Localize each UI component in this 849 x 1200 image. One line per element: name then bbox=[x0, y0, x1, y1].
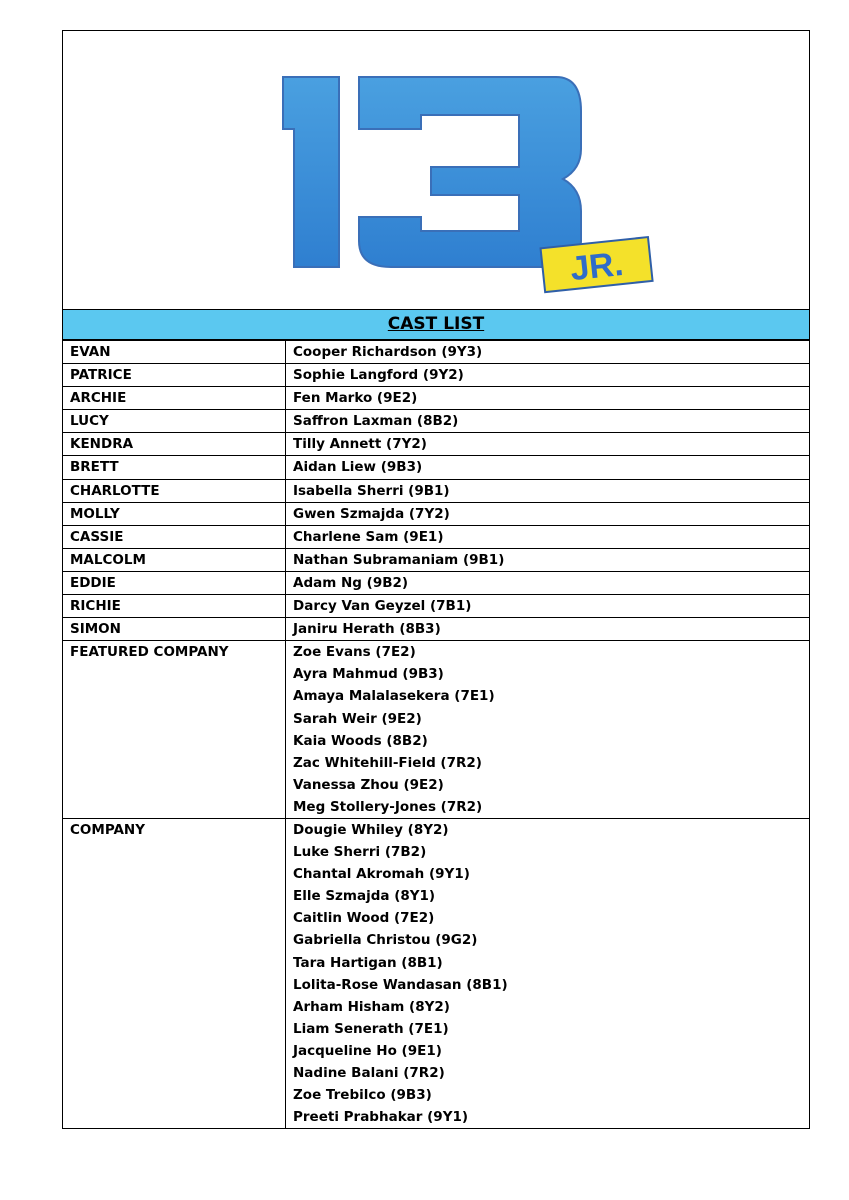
cast-row bbox=[63, 341, 810, 364]
actor-name: Meg Stollery-Jones (7R2) bbox=[293, 798, 483, 815]
actor-cell bbox=[286, 641, 810, 819]
actor-name: Gwen Szmajda (7Y2) bbox=[293, 505, 450, 522]
actor-cell bbox=[286, 525, 810, 548]
actor-cell bbox=[286, 387, 810, 410]
cast-row bbox=[63, 641, 810, 819]
actor-name: Adam Ng (9B2) bbox=[293, 574, 409, 591]
role-cell: EDDIE bbox=[63, 571, 286, 594]
cast-list-header: CAST LIST bbox=[62, 309, 810, 340]
role-cell: LUCY bbox=[63, 410, 286, 433]
actor-name: Nathan Subramaniam (9B1) bbox=[293, 551, 505, 568]
actor-name: Jacqueline Ho (9E1) bbox=[293, 1042, 442, 1059]
actor-name: Zac Whitehill-Field (7R2) bbox=[293, 754, 482, 771]
actor-cell bbox=[286, 595, 810, 618]
actor-name: Chantal Akromah (9Y1) bbox=[293, 866, 470, 883]
cast-row bbox=[63, 525, 810, 548]
role-cell: COMPANY bbox=[63, 818, 286, 1128]
role-cell: SIMON bbox=[63, 618, 286, 641]
actor-name: Amaya Malalasekera (7E1) bbox=[293, 688, 495, 705]
role-cell: ARCHIE bbox=[63, 387, 286, 410]
actor-name: Caitlin Wood (7E2) bbox=[293, 910, 435, 927]
cast-row bbox=[63, 364, 810, 387]
cast-row bbox=[63, 548, 810, 571]
actor-name: Darcy Van Geyzel (7B1) bbox=[293, 598, 472, 615]
actor-cell bbox=[286, 548, 810, 571]
role-cell: BRETT bbox=[63, 456, 286, 479]
actor-name: Luke Sherri (7B2) bbox=[293, 844, 427, 861]
actor-name: Dougie Whiley (8Y2) bbox=[293, 821, 449, 838]
cast-row bbox=[63, 502, 810, 525]
actor-cell bbox=[286, 818, 810, 1128]
actor-name: Zoe Evans (7E2) bbox=[293, 644, 416, 661]
actor-cell bbox=[286, 618, 810, 641]
logo-badge-text: JR. bbox=[568, 244, 626, 289]
actor-cell bbox=[286, 502, 810, 525]
actor-name: Isabella Sherri (9B1) bbox=[293, 482, 450, 499]
logo-panel bbox=[62, 30, 810, 309]
role-cell: MALCOLM bbox=[63, 548, 286, 571]
cast-row bbox=[63, 387, 810, 410]
role-cell: EVAN bbox=[63, 341, 286, 364]
role-cell: FEATURED COMPANY bbox=[63, 641, 286, 819]
actor-cell bbox=[286, 341, 810, 364]
actor-name: Kaia Woods (8B2) bbox=[293, 732, 428, 749]
actor-name: Aidan Liew (9B3) bbox=[293, 459, 423, 476]
role-cell: PATRICE bbox=[63, 364, 286, 387]
actor-name: Gabriella Christou (9G2) bbox=[293, 932, 478, 949]
actor-cell bbox=[286, 410, 810, 433]
role-cell: MOLLY bbox=[63, 502, 286, 525]
cast-row bbox=[63, 433, 810, 456]
actor-name: Sarah Weir (9E2) bbox=[293, 710, 422, 727]
cast-row bbox=[63, 571, 810, 594]
show-logo bbox=[281, 71, 661, 296]
cast-row bbox=[63, 456, 810, 479]
actor-cell bbox=[286, 364, 810, 387]
actor-name: Cooper Richardson (9Y3) bbox=[293, 344, 483, 360]
actor-name: Ayra Mahmud (9B3) bbox=[293, 666, 444, 683]
actor-name: Zoe Trebilco (9B3) bbox=[293, 1087, 432, 1104]
cast-row bbox=[63, 479, 810, 502]
actor-name: Lolita-Rose Wandasan (8B1) bbox=[293, 976, 508, 993]
cast-list-sheet bbox=[62, 30, 810, 1129]
actor-cell bbox=[286, 433, 810, 456]
role-cell: RICHIE bbox=[63, 595, 286, 618]
cast-table bbox=[62, 340, 810, 1129]
actor-name: Saffron Laxman (8B2) bbox=[293, 413, 459, 430]
role-cell: CASSIE bbox=[63, 525, 286, 548]
role-cell: CHARLOTTE bbox=[63, 479, 286, 502]
actor-name: Sophie Langford (9Y2) bbox=[293, 367, 464, 384]
cast-row bbox=[63, 410, 810, 433]
actor-name: Charlene Sam (9E1) bbox=[293, 528, 444, 545]
actor-name: Tara Hartigan (8B1) bbox=[293, 954, 443, 971]
actor-name: Arham Hisham (8Y2) bbox=[293, 998, 450, 1015]
actor-name: Liam Senerath (7E1) bbox=[293, 1020, 449, 1037]
actor-name: Tilly Annett (7Y2) bbox=[293, 436, 427, 453]
cast-row bbox=[63, 818, 810, 1128]
actor-name: Nadine Balani (7R2) bbox=[293, 1065, 445, 1081]
actor-cell bbox=[286, 571, 810, 594]
cast-row bbox=[63, 595, 810, 618]
actor-name: Preeti Prabhakar (9Y1) bbox=[293, 1109, 469, 1126]
role-cell: KENDRA bbox=[63, 433, 286, 456]
actor-name: Fen Marko (9E2) bbox=[293, 390, 418, 407]
actor-name: Janiru Herath (8B3) bbox=[293, 621, 441, 638]
actor-name: Vanessa Zhou (9E2) bbox=[293, 776, 444, 793]
actor-name: Elle Szmajda (8Y1) bbox=[293, 888, 436, 905]
actor-cell bbox=[286, 456, 810, 479]
cast-row bbox=[63, 618, 810, 641]
actor-cell bbox=[286, 479, 810, 502]
